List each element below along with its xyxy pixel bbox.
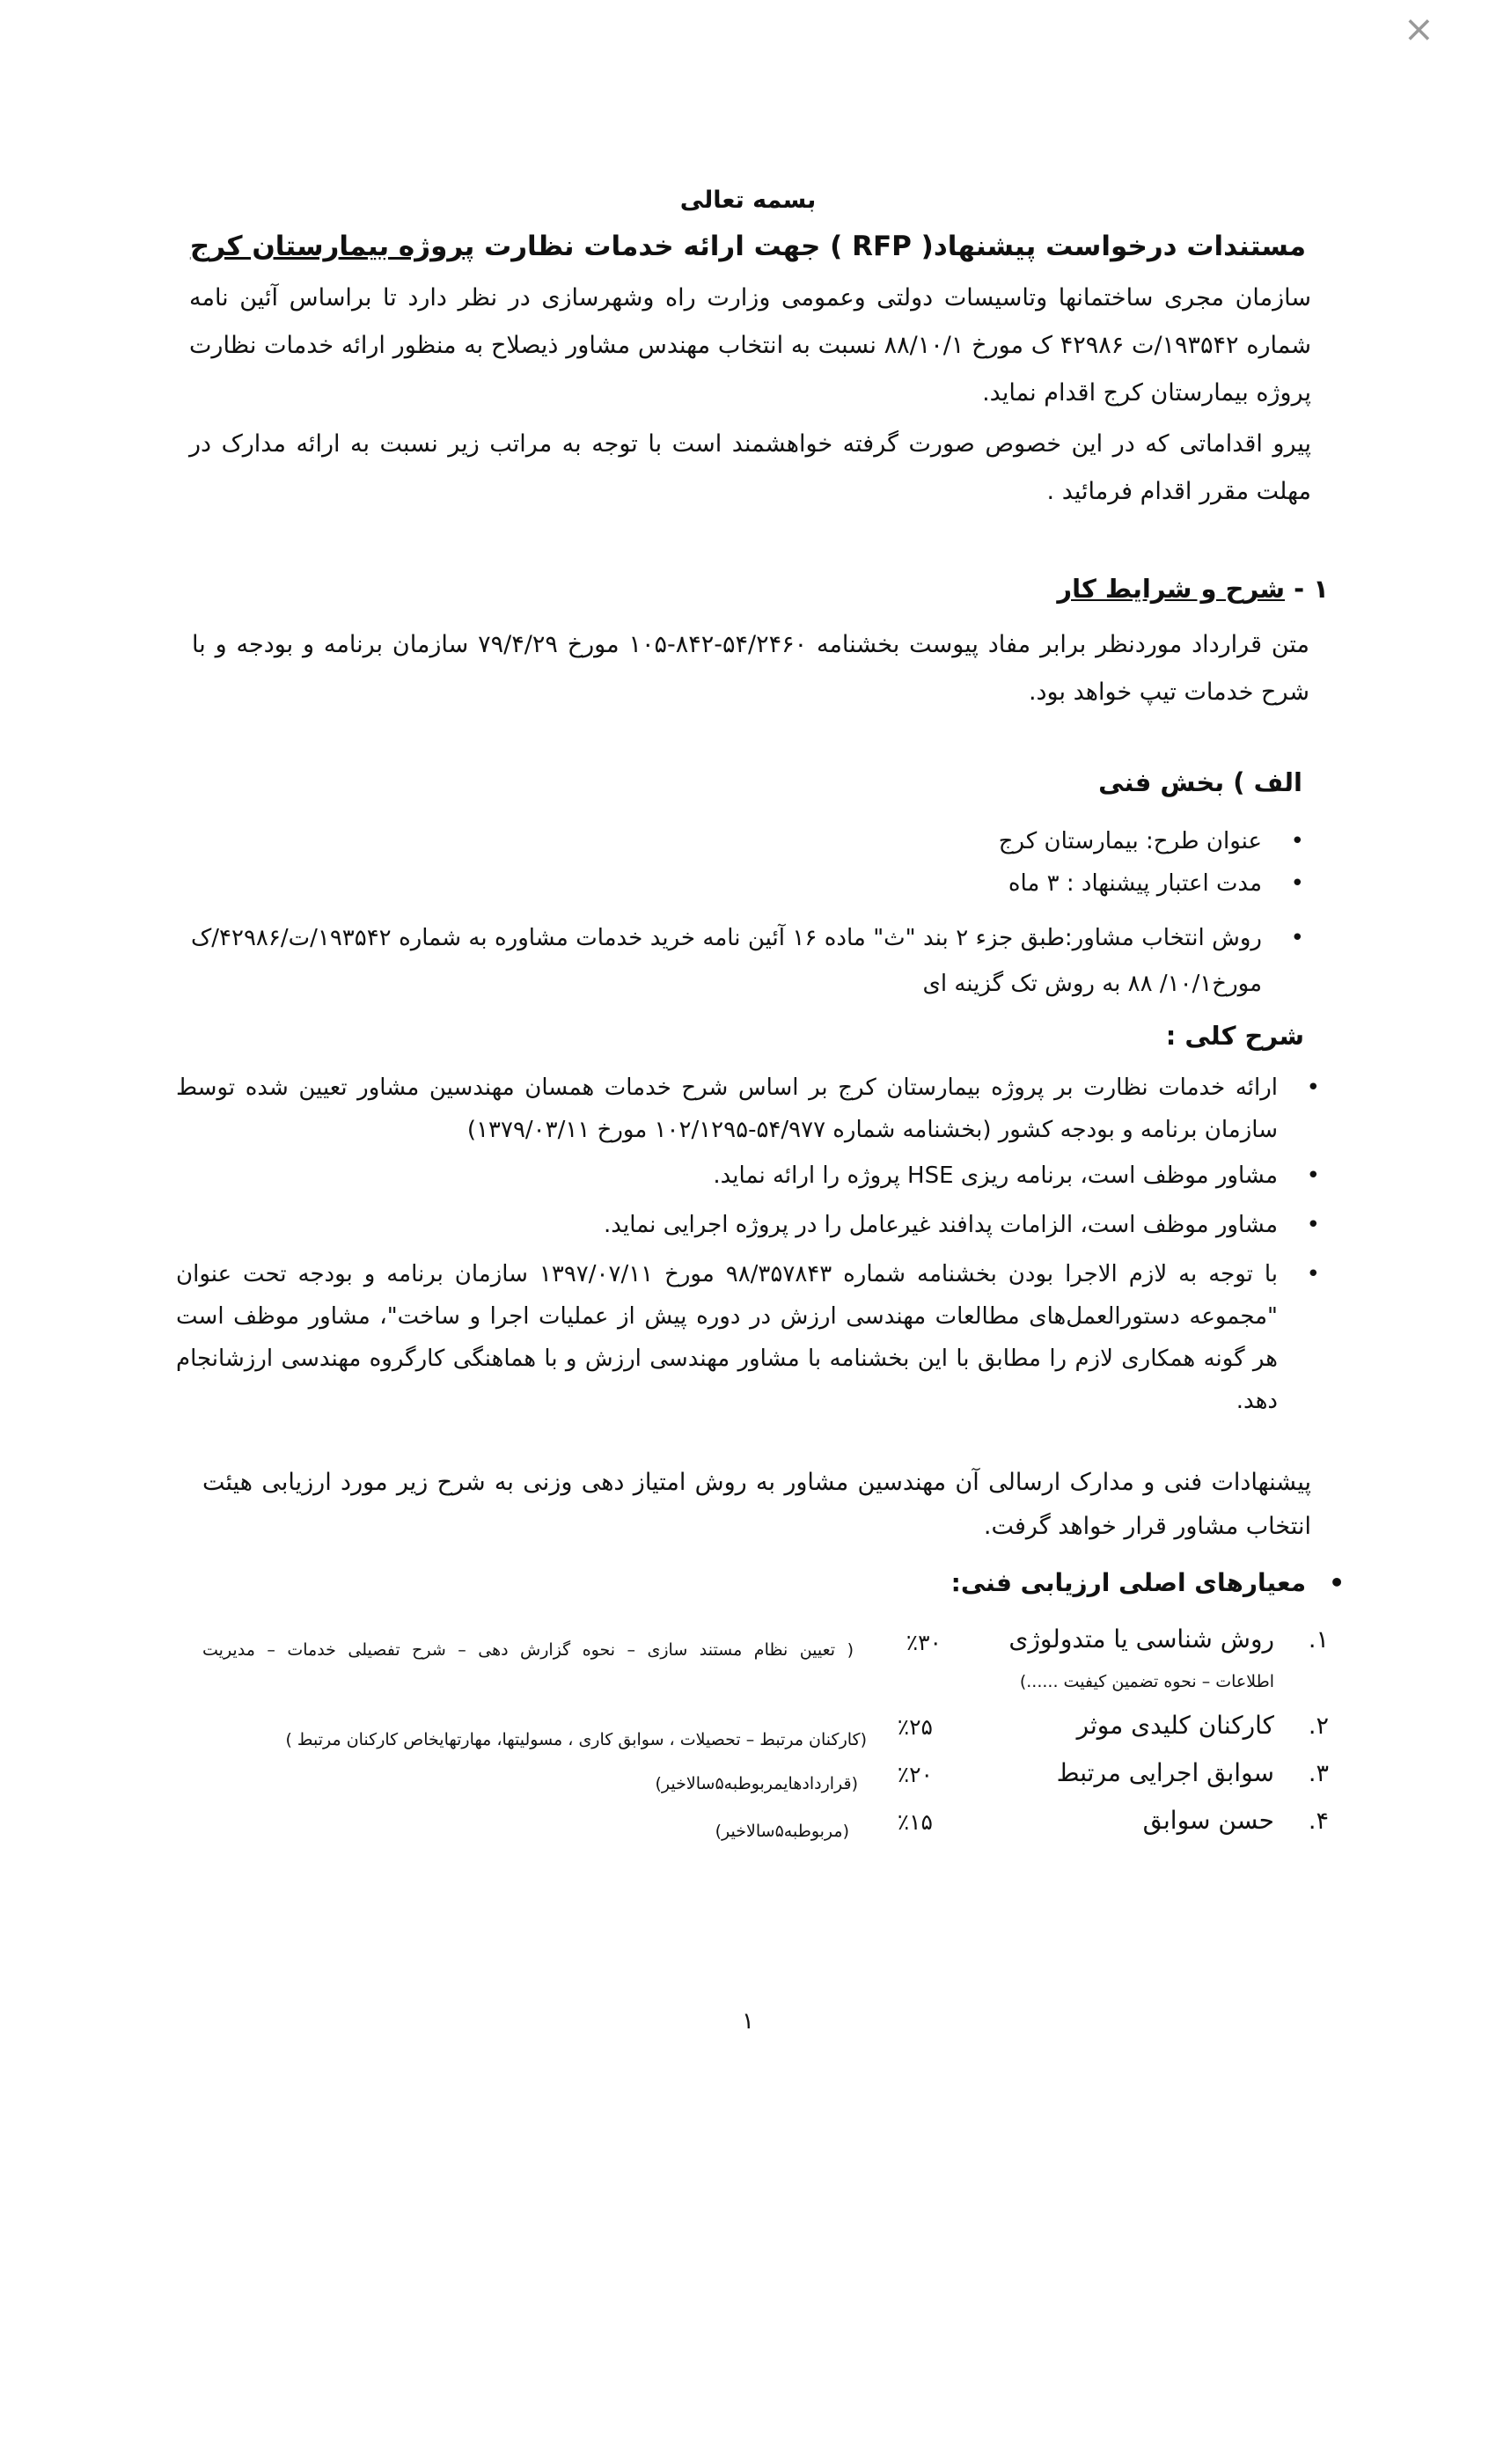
bullet: • <box>1290 870 1304 897</box>
criteria-heading: •معیارهای اصلی ارزیابی فنی: <box>950 1568 1345 1597</box>
page-number: ۱ <box>742 2008 754 2035</box>
criterion-percent: ٪۳۰ <box>906 1630 942 1655</box>
criterion-percent: ٪۱۵ <box>897 1809 933 1835</box>
list-item: • عنوان طرح: بیمارستان کرج <box>424 820 1304 862</box>
criterion-percent: ٪۲۵ <box>897 1714 933 1740</box>
list-item: • ارائه خدمات نظارت بر پروژه بیمارستان کرج بر اساس شرح خدمات همسان مهندسین مشاور تعیین شده توسط سازمان برنامه و بودجه کشور (بخشنامه شماره ۵۴/۹۷۷-۱۰۲/۱۲۹۵ مورخ ۱۳۷۹/۰۳/۱۱) <box>176 1067 1320 1151</box>
list-item: • مشاور موظف است، الزامات پدافند غیرعامل را در پروژه اجرایی نماید. <box>176 1204 1320 1246</box>
section1-number: ۱ - <box>1294 574 1329 604</box>
criterion-number: ۱. <box>1308 1626 1329 1654</box>
title-prefix: مستندات درخواست پیشنهاد( RFP ) جهت ارائه خدمات نظارت <box>484 231 1307 262</box>
criterion-note: (مربوطبه۵سالاخیر) <box>715 1822 849 1841</box>
bismillah-heading: بسمه تعالی <box>679 187 817 214</box>
criterion-number: ۲. <box>1308 1712 1329 1740</box>
bullet: • <box>1290 828 1304 854</box>
bullet: • <box>1306 1074 1320 1101</box>
criterion-name: حسن سوابق <box>1142 1806 1274 1835</box>
section1-text: متن قرارداد موردنظر برابر مفاد پیوست بخشنامه ۵۴/۲۴۶۰-۸۴۲-۱۰۵ مورخ ۷۹/۴/۲۹ سازمان برنامه و بودجه و با شرح خدمات تیپ خواهد بود. <box>192 631 1309 706</box>
bullet: • <box>1306 1261 1320 1287</box>
bullet: • <box>1290 925 1304 951</box>
bullet: • <box>1306 1162 1320 1189</box>
criterion-note: ( تعیین نظام مستند سازی – نحوه گزارش دهی – شرح تفصیلی خدمات – مدیریت <box>202 1640 854 1660</box>
technical-list <box>424 820 1304 905</box>
evaluation-paragraph: پیشنهادات فنی و مدارک ارسالی آن مهندسین مشاور به روش امتیاز دهی وزنی به شرح زیر مورد ارزیابی هیئت انتخاب مشاور قرار خواهد گرفت. <box>202 1469 1311 1540</box>
criterion-name: کارکنان کلیدی موثر <box>1076 1711 1274 1740</box>
list-item: • روش انتخاب مشاور:طبق جزء ۲ بند "ث" ماده ۱۶ آئین نامه خرید خدمات مشاوره به شماره ۱۹۳۵۴۲/ت/۴۲۹۸۶/ک مورخ۱۰/۱/ ۸۸ به روش تک گزینه ای <box>191 915 1304 1007</box>
criterion-percent: ٪۲۰ <box>897 1762 933 1787</box>
general-list <box>176 1067 1320 1422</box>
list-item: • مشاور موظف است، برنامه ریزی HSE پروژه را ارائه نماید. <box>176 1155 1320 1197</box>
bullet: • <box>1306 1212 1320 1238</box>
criterion-name: روش شناسی یا متدولوژی <box>1008 1624 1274 1654</box>
general-heading: شرح کلی : <box>1165 1021 1304 1051</box>
criterion-note: (قراردادهایمربوطبه۵سالاخیر) <box>655 1774 858 1793</box>
corner-mark: × <box>1403 7 1434 50</box>
title-project: پروژه بیمارستان کرج <box>189 231 475 262</box>
criterion-note: (کارکنان مرتبط – تحصیلات ، سوابق کاری ، مسولیتها، مهارتهایخاص کارکنان مرتبط ) <box>285 1730 867 1749</box>
technical-list-method <box>191 915 1304 1007</box>
bullet: • <box>1329 1568 1345 1597</box>
list-item: • مدت اعتبار پیشنهاد : ۳ ماه <box>424 862 1304 905</box>
intro-paragraph: سازمان مجری ساختمانها وتاسیسات دولتی وعمومی وزارت راه وشهرسازی در نظر دارد تا براساس آئین نامه شماره ۱۹۳۵۴۲/ت ۴۲۹۸۶ ک مورخ ۸۸/۱۰/۱ نسبت به انتخاب مهندس مشاور ذیصلاح به منظور ارائه خدمات نظارت پروژه بیمارستان کرج اقدام نماید. <box>189 284 1311 407</box>
list-item: • با توجه به لازم الاجرا بودن بخشنامه شماره ۹۸/۳۵۷۸۴۳ مورخ ۱۳۹۷/۰۷/۱۱ سازمان برنامه و بودجه تحت عنوان "مجموعه دستورالعمل‌های مطالعات مهندسی ارزش در دوره پیش از عملیات اجرا و ساخت"، مشاور موظف است هر گونه همکاری لازم را مطابق با این بخشنامه با مشاور مهندسی ارزش و با هماهنگی کارگروه مهندسی ارزشانجام دهد. <box>176 1253 1320 1422</box>
criterion-number: ۳. <box>1308 1760 1329 1787</box>
section1-heading <box>1057 574 1329 604</box>
followup-paragraph: پیرو اقداماتی که در این خصوص صورت گرفته خواهشمند است با توجه به مراتب زیر نسبت به ارائه مدارک در مهلت مقرر اقدام فرمائید . <box>189 430 1311 505</box>
criterion-number: ۴. <box>1308 1808 1329 1835</box>
criterion-name: سوابق اجرایی مرتبط <box>1056 1758 1274 1787</box>
technical-heading: الف ) بخش فنی <box>1098 767 1302 797</box>
criterion-note-continued: اطلاعات – نحوه تضمین کیفیت ......) <box>1019 1672 1274 1691</box>
section1-title: شرح و شرایط کار <box>1057 574 1286 604</box>
document-title <box>0 231 1496 262</box>
